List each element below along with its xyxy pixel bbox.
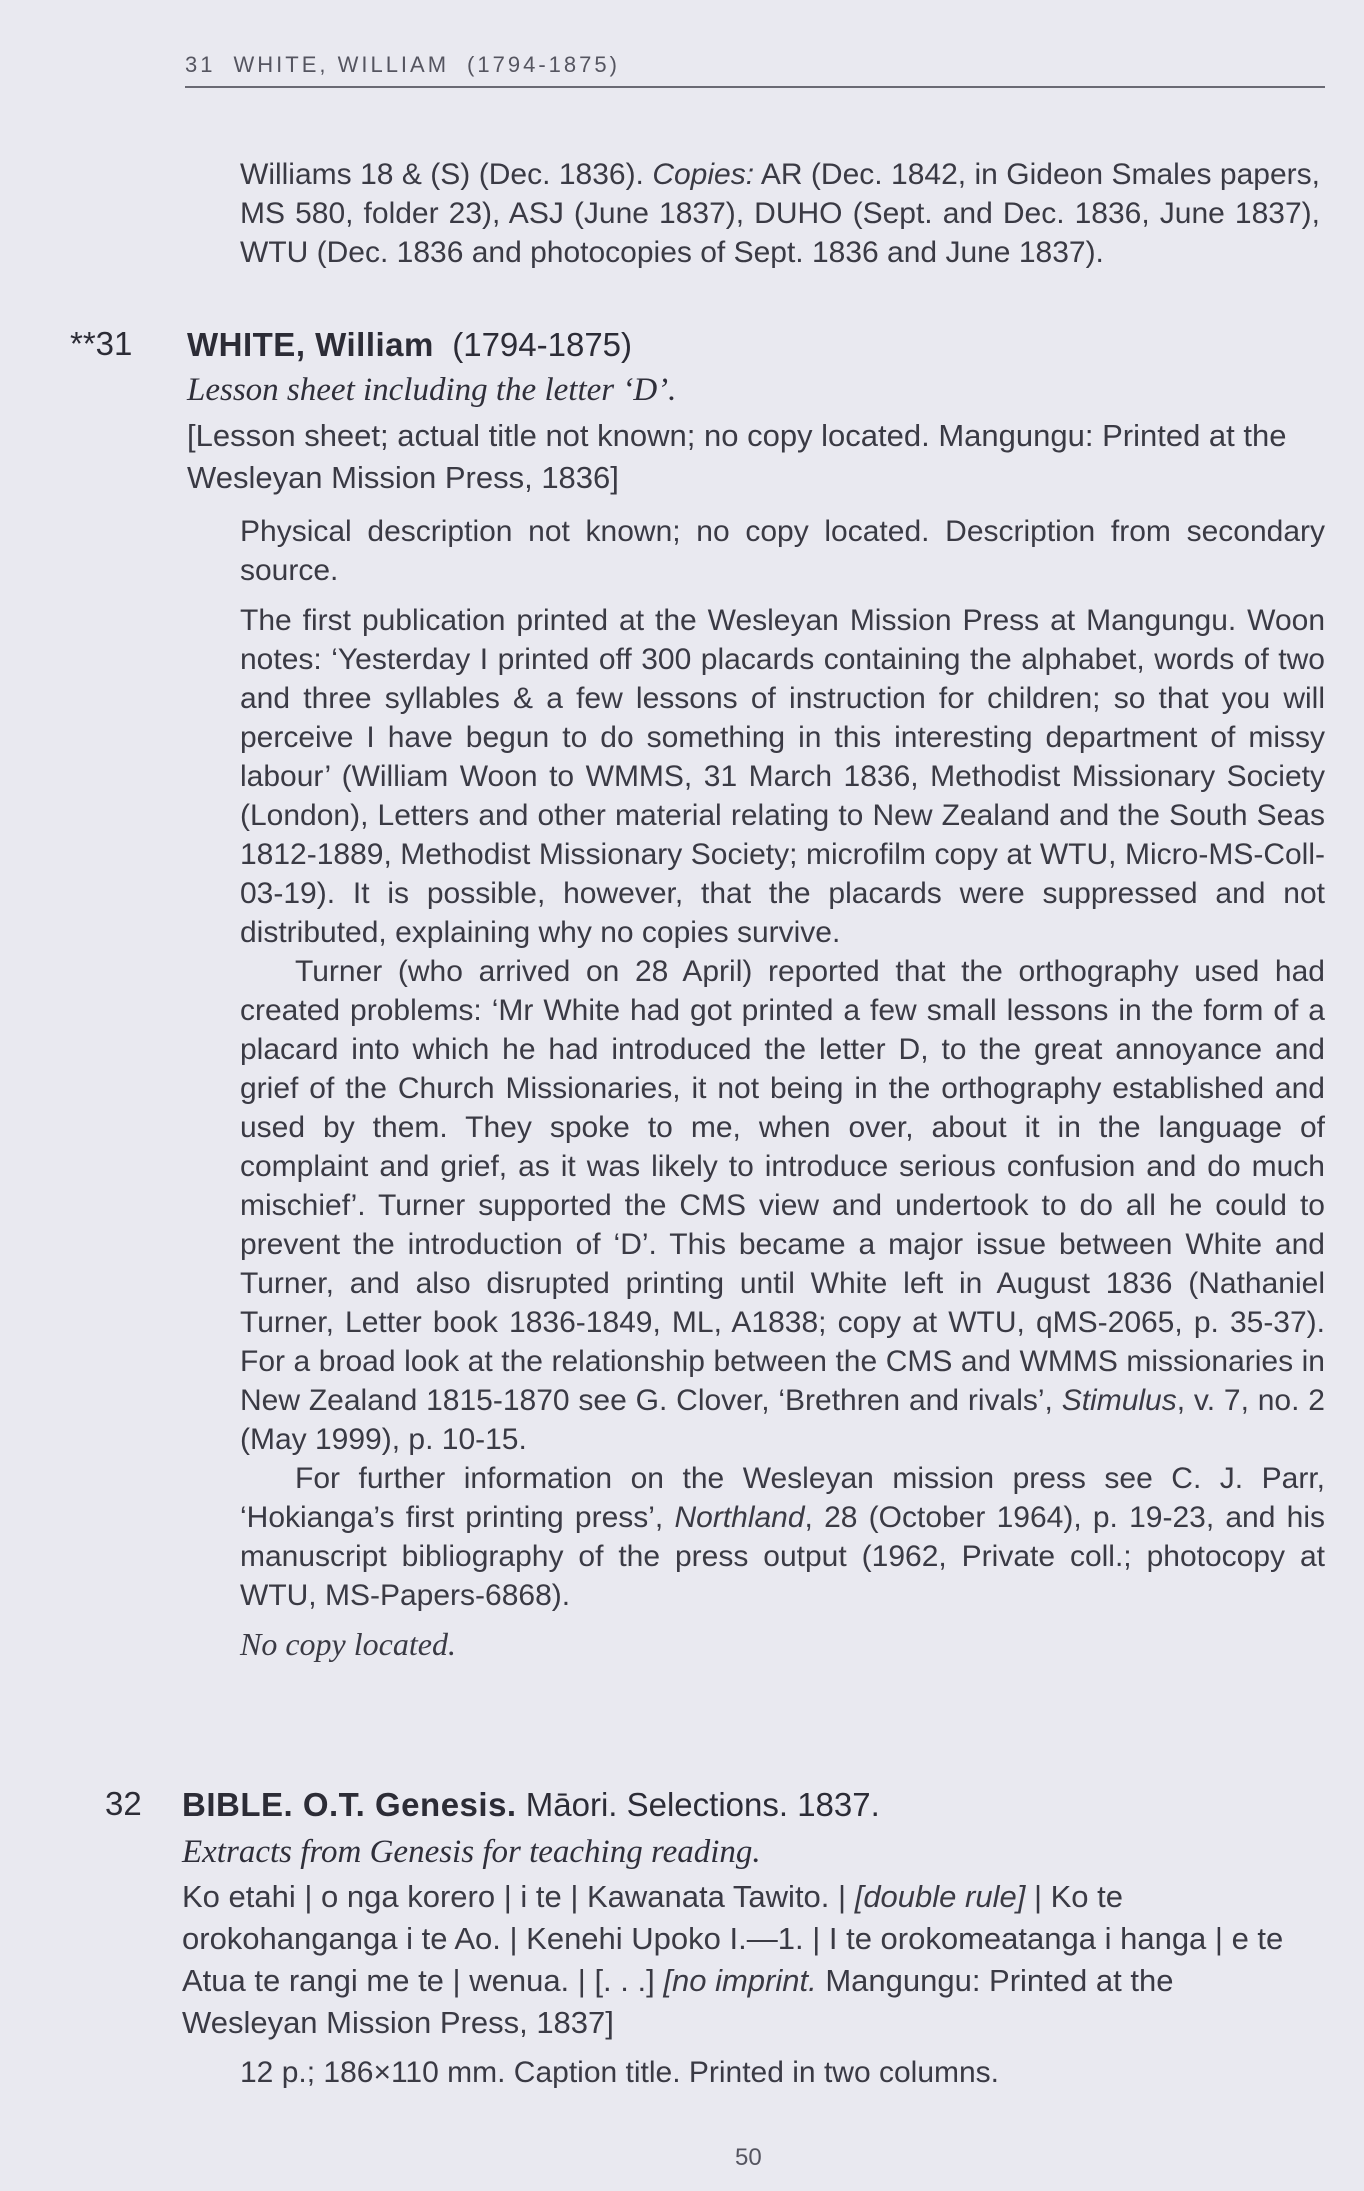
entry-31-author: WHITE, William xyxy=(187,326,434,363)
running-head-author: WHITE, WILLIAM xyxy=(233,52,450,77)
entry-31-notes xyxy=(240,512,1325,1664)
entry-32-heading-rest: Māori. Selections. 1837. xyxy=(516,1786,880,1823)
journal-stimulus: Stimulus xyxy=(1061,1384,1177,1417)
entry-31-note-3: For further information on the Wesleyan mission press see C. J. Parr, ‘Hokianga’s first printing press’, Northland, 28 (October 1964), p. 19-23, and his manuscript bibliography of the press output (1962, Private coll.; photocopy at WTU, MS-Papers-6868). xyxy=(240,1462,1325,1612)
double-rule-note: [double rule] xyxy=(854,1879,1026,1914)
entry-32-title: Extracts from Genesis for teaching reading. xyxy=(182,1834,761,1870)
entry-31-physical-description: Physical description not known; no copy located. Description from secondary source. xyxy=(240,515,1325,587)
page-number: 50 xyxy=(735,2144,762,2171)
entry-31-heading xyxy=(187,324,632,366)
entry-32-physical-description: 12 p.; 186×110 mm. Caption title. Printed in two columns. xyxy=(240,2056,1000,2089)
entry-31-note-1: The first publication printed at the Wesleyan Mission Press at Mangungu. Woon notes: ‘Yesterday I printed off 300 placards containing the alphabet, words of two and three syllables & a few lessons of instruction for children; so that you will perceive I have begun to do something in this interesting department of missy labour’ (William Woon to WMMS, 31 March 1836, Methodist Missionary Society (London), Letters and other material relating to New Zealand and the South Seas 1812-1889, Methodist Missionary Society; microfilm copy at WTU, Micro-MS-Coll-03-19). It is possible, however, that the placards were suppressed and not distributed, explaining why no copies survive. xyxy=(240,604,1325,949)
entry-number-32: 32 xyxy=(105,1785,142,1822)
entry-32-heading xyxy=(182,1784,880,1826)
copies-label: Copies: xyxy=(652,158,755,191)
running-head xyxy=(185,52,1325,88)
entry-31-dates: (1794-1875) xyxy=(452,326,633,363)
no-imprint-note: [no imprint. xyxy=(663,1963,817,1998)
entry-32-transcription: Ko etahi | o nga korero | i te | Kawanata Tawito. | [double rule] | Ko te orokohanganga i te Ao. | Kenehi Upoko I.—1. | I te orokomeatanga i hanga | e te Atua te rangi me te | wenua. | [. . .] [no imprint. Mangungu: Printed at the Wesleyan Mission Press, 1837] xyxy=(182,1879,1284,2040)
running-head-page-ref: 31 xyxy=(185,52,216,77)
previous-entry-copies: Williams 18 & (S) (Dec. 1836). Copies: AR (Dec. 1842, in Gideon Smales papers, MS 580, folder 23), ASJ (June 1837), DUHO (Sept. and Dec. 1836, June 1837), WTU (Dec. 1836 and photocopies of Sept. 1836 and June 1837). xyxy=(240,158,1320,269)
entry-31-note-2: Turner (who arrived on 28 April) reported that the orthography used had created problems: ‘Mr White had got printed a few small lessons in the form of a placard into which he had introduced the letter D, to the great annoyance and grief of the Church Missionaries, it not being in the orthography established and used by them. They spoke to me, when over, about it in the language of complaint and grief, as it was likely to introduce serious confusion and do much mischief’. Turner supported the CMS view and undertook to do all he could to prevent the introduction of ‘D’. This became a major issue between White and Turner, and also disrupted printing until White left in August 1836 (Nathaniel Turner, Letter book 1836-1849, ML, A1838; copy at WTU, qMS-2065, p. 35-37). For a broad look at the relationship between the CMS and WMMS missionaries in New Zealand 1815-1870 see G. Clover, ‘Brethren and rivals’, Stimulus, v. 7, no. 2 (May 1999), p. 10-15. xyxy=(240,955,1325,1456)
entry-32-heading-bold: BIBLE. O.T. Genesis. xyxy=(182,1786,517,1823)
running-head-dates: (1794-1875) xyxy=(467,52,620,77)
entry-31-no-copy: No copy located. xyxy=(240,1626,456,1662)
entry-31-title: Lesson sheet including the letter ‘D’. xyxy=(187,372,677,408)
journal-northland: Northland xyxy=(674,1501,805,1534)
entry-31-imprint: [Lesson sheet; actual title not known; no copy located. Mangungu: Printed at the Wesleyan Mission Press, 1836] xyxy=(187,418,1287,495)
entry-number-31: **31 xyxy=(70,325,133,362)
